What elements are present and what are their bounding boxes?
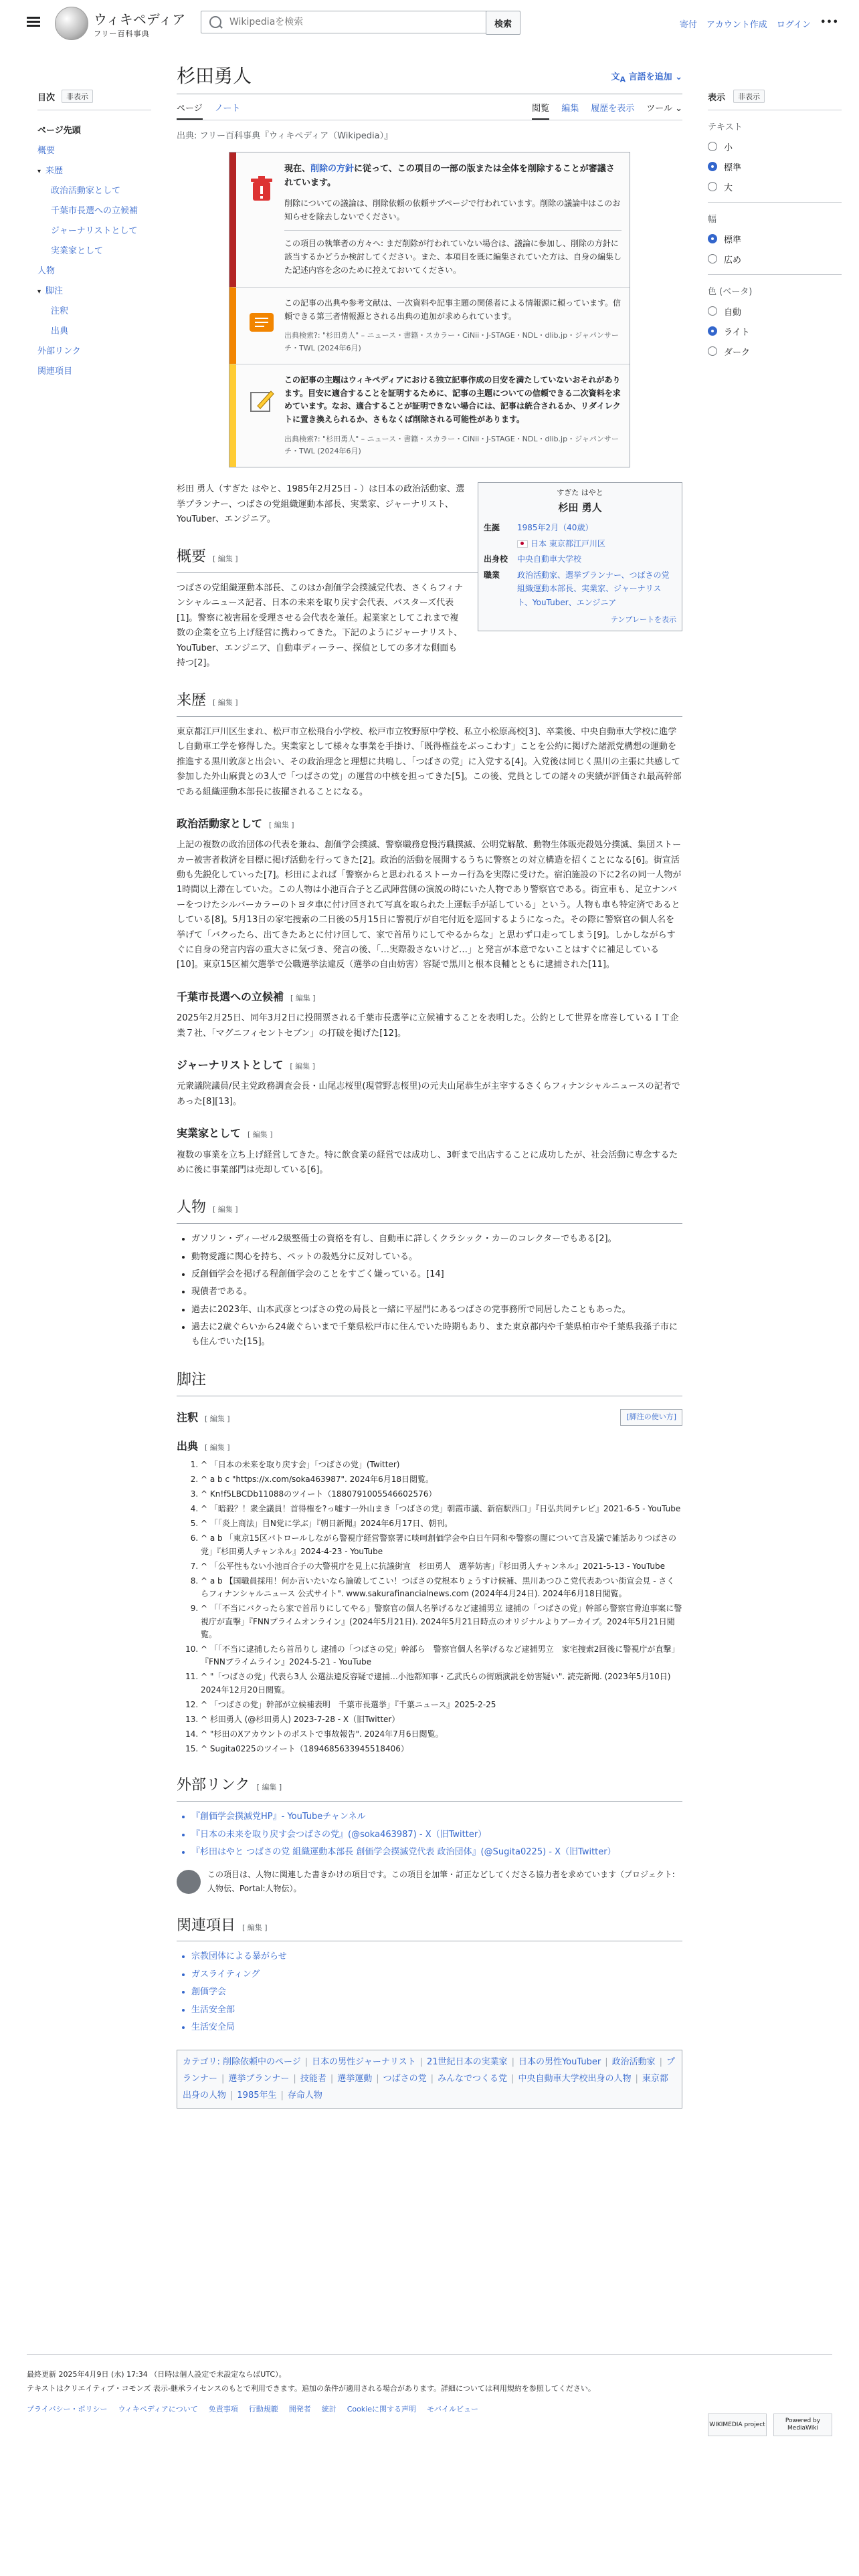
- stub-notice-text: この項目は、人物に関連した書きかけの項目です。この項目を加筆・訂正などしてくださる協力者を求めています（プロジェクト:人物伝、Portal:人物伝）。: [207, 1870, 675, 1894]
- logo-subtitle: フリー百科事典: [94, 29, 150, 38]
- appearance-option[interactable]: 自動: [708, 301, 842, 321]
- list-item: • 動物愛護に関心を持ち、ペットの殺処分に反対している。: [191, 1250, 682, 1265]
- infobox-ruby: すぎた はやと: [557, 488, 603, 498]
- infobox-value[interactable]: 中央自動車大学校: [517, 554, 582, 564]
- category-link[interactable]: 選挙運動: [337, 2073, 373, 2084]
- user-links: [680, 17, 839, 30]
- section-heading-external-links: 外部リンク [ 編集 ]: [177, 1773, 682, 1802]
- table-of-contents: [37, 90, 151, 382]
- radio-button[interactable]: [708, 346, 717, 356]
- list-item: • 現債者である。: [191, 1285, 682, 1299]
- category-links: カテゴリ: 削除依頼中のページ | 日本の男性ジャーナリスト | 21世紀日本の実業家 | 日本の男性YouTuber | 政治活動家 | プランナー | 選挙プランナー | 技能者 | 選挙運動 | つばさの党 | みんなでつくる党 | 中央自動車大学校出身の人物 | 東京都出身の人物 | 1985年生 | 存命人物: [177, 2050, 682, 2109]
- category-link[interactable]: みんなでつくる党: [438, 2073, 508, 2084]
- category-link[interactable]: 削除依頼中のページ: [223, 2057, 301, 2068]
- last-updated: 最終更新 2025年4月9日 (水) 17:34 （日時は個人設定で未設定ならばUTC）。: [27, 2370, 286, 2379]
- chevron-down-icon[interactable]: ▾: [37, 168, 41, 175]
- related-link-item[interactable]: • 創価学会: [191, 1985, 682, 2000]
- reference-item: 1. ^ 「日本の未来を取り戻す会」「つばさの党」(Twitter): [201, 1459, 682, 1471]
- appearance-title: 表示: [708, 92, 726, 103]
- reference-item: 13. ^ 杉田勇人 (@杉田勇人) 2023-7-28 - X（旧Twitter）: [201, 1713, 682, 1726]
- toc-item[interactable]: 人物: [37, 266, 56, 276]
- appearance-option[interactable]: 標準: [708, 156, 842, 177]
- edit-section-link[interactable]: [ 編集 ]: [213, 1205, 238, 1214]
- external-link-item[interactable]: • 『日本の未来を取り戻す会つばさの党』(@soka463987) - X（旧Twitter）: [191, 1828, 682, 1842]
- footer-link[interactable]: 統計: [321, 2404, 337, 2413]
- category-link[interactable]: 日本の男性ジャーナリスト: [312, 2057, 416, 2068]
- reference-item: 4. ^ 「暗殺？！衆全議員！首得権を?っ嘘す一外山まき「つばさの党」朝霞市議、新宿駅西口」『日弘共同テレビ』2021-6-5 - YouTube: [201, 1503, 682, 1515]
- toc-hide-button[interactable]: 非表示: [62, 90, 93, 103]
- reference-item: 9. ^ 「「不当にバクったら家で首吊りにしてやる」警察官の個人名挙げるなど逮捕男立 逮捕の「つばさの党」幹部ら警察官脅迫事案に警視庁が直撃」『FNNプライムオンライン』(2024年5月21日). 2024年5月21日時点のオリジナルよりアーカイブ。2024年5月21日閲覧。: [201, 1602, 682, 1641]
- related-list: [177, 1949, 682, 2035]
- footer-link[interactable]: 行動規範: [248, 2404, 278, 2413]
- category-link[interactable]: 日本の男性YouTuber: [518, 2057, 601, 2068]
- chevron-down-icon[interactable]: ▾: [37, 288, 41, 296]
- toc-item[interactable]: 注釈: [51, 306, 69, 316]
- subsection-heading-journalist: ジャーナリストとして [ 編集 ]: [177, 1058, 315, 1071]
- appearance-panel: [708, 90, 842, 361]
- person-list: [177, 1232, 682, 1350]
- tab-read[interactable]: 閲覧: [532, 101, 549, 120]
- external-links-list: [177, 1810, 682, 1860]
- category-link[interactable]: 政治活動家: [611, 2057, 656, 2068]
- external-link-item[interactable]: • 『杉田はやと つばさの党 組織運動本部長 創価学会撲滅党代表 政治団体』(@Sugita0225) - X（旧Twitter）: [191, 1845, 682, 1860]
- section-heading-person: 人物 [ 編集 ]: [177, 1195, 682, 1224]
- wikipedia-globe-icon: [55, 7, 88, 40]
- toc-item[interactable]: 実業家として: [51, 246, 104, 256]
- trash-icon: [244, 162, 279, 278]
- edit-section-link[interactable]: [ 編集 ]: [205, 1414, 230, 1423]
- edit-section-link[interactable]: [ 編集 ]: [290, 1061, 315, 1071]
- appearance-group-title: 幅: [708, 215, 717, 225]
- toc-item[interactable]: 関連項目: [37, 366, 73, 377]
- footer-link[interactable]: プライバシー・ポリシー: [27, 2404, 108, 2413]
- infobox-key: [484, 537, 517, 551]
- reference-item: 11. ^ "「つばさの党」代表ら3人 公選法違反容疑で逮捕…小池都知事・乙武氏らの街頭演説を妨害疑い". 読売新聞. (2023年5月10日) 2024年12月20日閲覧。: [201, 1671, 682, 1696]
- template-link[interactable]: テンプレートを表示: [610, 615, 676, 624]
- external-link-item[interactable]: • 『創価学会撲滅党HP』- YouTubeチャンネル: [191, 1810, 682, 1824]
- radio-button[interactable]: [708, 326, 717, 336]
- list-item: • 反創価学会を掲げる程創価学会のことをすごく嫌っている。[14]: [191, 1267, 682, 1282]
- reference-item: 2. ^ a b c "https://x.com/soka463987". 2024年6月18日閲覧。: [201, 1473, 682, 1486]
- lead-paragraph: 杉田 勇人（すぎた はやと、1985年2月25日 - ）は日本の政治活動家、選挙プランナー、つばさの党組織運動本部長、実業家、ジャーナリスト、YouTuber、エンジニア。: [177, 484, 465, 524]
- toc-title: 目次: [37, 92, 56, 103]
- pencil-icon: [244, 374, 279, 457]
- toc-item[interactable]: 政治活動家として: [51, 186, 121, 196]
- subsection-heading-activist: 政治活動家として [ 編集 ]: [177, 817, 294, 830]
- overview-paragraph: つばさの党組織運動本部長、このはか創価学会撲滅党代表、さくらフィナンシャルニュース記者、日本の未来を取り戻す会代表、バスターズ代表[1]。警察に被害届を受理させる会代表を兼任。起業家としてこれまで複数の企業を立ち上げ経営に携わってきた。下記のようにジャーナリスト、YouTuber、エンジニア、自動車ディーラー、探偵としての多才な側面も持つ[2]。: [177, 583, 463, 668]
- list-item: • 過去に2歳ぐらいから24歳ぐらいまで千葉県松戸市に住んでいた時期もあり、また東京都内や千葉県柏市や千葉県我孫子市にも住んでいた[15]。: [191, 1320, 682, 1350]
- appearance-option[interactable]: 大: [708, 177, 842, 197]
- section-heading-overview: 概要 [ 編集 ]: [177, 544, 682, 573]
- reference-item: 14. ^ "杉田のXアカウントのポストで事故報告". 2024年7月6日閲覧。: [201, 1728, 682, 1741]
- person-stub-icon: [177, 1870, 201, 1894]
- site-footer: [27, 2354, 832, 2432]
- business-paragraph: 複数の事業を立ち上げ経営してきた。特に飲食業の経営では成功し、3軒まで出店することに成功したが、社会活動に専念するために後に事業部門は売却している[6]。: [177, 1150, 678, 1175]
- category-link[interactable]: プランナー: [183, 2057, 675, 2084]
- deletion-notice-text: 削除についての議論は、削除依頼の依頼サブページで行われています。削除の議論中はこのお知らせを除去しないでください。: [284, 198, 621, 221]
- search-icon: [209, 16, 221, 28]
- radio-button[interactable]: [708, 306, 717, 316]
- radio-button[interactable]: [708, 254, 717, 263]
- radio-button[interactable]: [708, 162, 717, 171]
- infobox-name: 杉田 勇人: [558, 502, 602, 514]
- category-link[interactable]: 1985年生: [237, 2090, 277, 2101]
- toc-item[interactable]: 外部リンク: [37, 346, 81, 356]
- appearance-option[interactable]: 小: [708, 136, 842, 156]
- appearance-option[interactable]: ダーク: [708, 341, 842, 361]
- category-link[interactable]: 中央自動車大学校出身の人物: [518, 2073, 632, 2084]
- article-body: [177, 482, 682, 2109]
- create-account-link[interactable]: アカウント作成: [706, 20, 767, 30]
- toc-item[interactable]: ▾ 来歴: [37, 161, 151, 181]
- sources-notice-text: この記事の出典や参考文献は、一次資料や記事主題の関係者による情報源に頼っています。信頼できる第三者情報源とされる出典の追加が求められています。: [284, 298, 622, 321]
- related-link-item[interactable]: • 生活安全部: [191, 2003, 682, 2018]
- footer-link[interactable]: モバイルビュー: [427, 2404, 479, 2413]
- reference-item: 3. ^ Kn!f5LBCDb11088のツイート（1880791005546602576）: [201, 1488, 682, 1501]
- edit-section-link[interactable]: [ 編集 ]: [205, 1443, 230, 1453]
- tab-tools[interactable]: ツール ⌄: [646, 104, 682, 114]
- reference-item: 15. ^ Sugita0225のツイート（1894685633945518406）: [201, 1743, 682, 1755]
- subsection-heading-refs: 出典 [ 編集 ]: [177, 1440, 230, 1453]
- footer-link[interactable]: 免責事項: [208, 2404, 238, 2413]
- appearance-group-title: テキスト: [708, 122, 743, 132]
- category-link[interactable]: つばさの党: [383, 2073, 427, 2084]
- activist-paragraph: 上記の複数の政治団体の代表を兼ね、創価学会撲滅、警察職務怠慢汚職撲滅、公明党解散、動物生体販売殺処分撲滅、集団ストーカー被害者救済を目標に掲げ活動を行ってきた[2]。政治的活動を展開するうちに警察との対立構造を招くことになる[6]。街宣活動も先鋭化していった[7]。杉田によれば「警察からと思われるストーカー行為を実際に受けた。宿泊施設の下に2名の同一人物が1時間以上滞在していた。この人物は小池百合子と乙武陣営側の演説の時にいた人物であり警察官である。街宣車も、足立ナンバーをつけたシルバーカラーのトヨタ車に付け回されて写真を取られた上運転手が話している」という。人物も車も特定済であるとしている[8]。5月13日の家宅捜索の二日後の5月15日に警視庁が自宅付近を巡回するようになった。その際に警察官の個人名を挙げて「バクったら、出てきたあとに付け回して、家で首吊りにしてやるからな」と思わず口走ってしまう[9]。しかしながらすぐに自身の発言内容の重大さに気づき、発言の後、「…実際殺さないけど…」と発言が本意でないことはすぐに補足している[10]。東京15区補欠選挙で公職選挙法違反（選挙の自由妨害）容疑で黒川と根本良輔とともに逮捕された[11]。: [177, 840, 682, 970]
- history-paragraph: 東京都江戸川区生まれ、松戸市立松飛台小学校、松戸市立牧野原中学校、私立小松原高校[3]、卒業後、中央自動車大学校に進学し自動車工学を修得した。実業家として様々な事業を手掛け、「既得権益をぶっこわす」ことを公約に掲げた諸派党構想の運動を推進する黒川敦彦と出会い、その政治理念と理想に共鳴し、「つばさの党」に入党する[4]。入党後は同じく黒川の主張に共感して参加した外山麻貴との3人で「つばさの党」の運営の中核を担ってきた[5]。この後、党員としての諸々の実績が評価され最高幹部である組織運動本部長に抜擢されることになる。: [177, 727, 682, 797]
- page-tabs: [177, 101, 682, 120]
- reference-item: 10. ^ 「「不当に逮捕したら首吊りし 逮捕の「つばさの党」幹部ら 警察官個人名挙げるなど逮捕男立 家宅捜索2回後に警視庁が直撃」『FNNプライムライン』2024-5-21 - YouTube: [201, 1643, 682, 1669]
- reference-item: 5. ^ 「「炎上商法」目N党に学ぶ」『朝日新聞』2024年6月17日、朝刊。: [201, 1517, 682, 1530]
- from-notice: 出典: フリー百科事典『ウィキペディア（Wikipedia）』: [177, 131, 393, 141]
- reference-item: 7. ^ 「公平性もない小池百合子の大警視庁を見上に抗議街宣 杉田勇人 選挙妨害」『杉田勇人チャンネル』2021-5-13 - YouTube: [201, 1560, 682, 1573]
- subsection-heading-chiba: 千葉市長選への立候補 [ 編集 ]: [177, 990, 316, 1003]
- main-menu-icon[interactable]: [27, 15, 40, 28]
- notability-search-links[interactable]: 出典検索?: "杉田勇人" – ニュース・書籍・スカラー・CiNii・J-STAGE・NDL・dlib.jp・ジャパンサーチ・TWL (2024年6月): [284, 434, 619, 456]
- tab-page[interactable]: ページ: [177, 101, 203, 120]
- edit-section-link[interactable]: [ 編集 ]: [242, 1923, 268, 1932]
- wikimedia-badge[interactable]: WIKIMEDIA project: [708, 2413, 767, 2436]
- category-link[interactable]: 選挙プランナー: [228, 2073, 290, 2084]
- stub-notice: [177, 1868, 682, 1895]
- appearance-hide-button[interactable]: 非表示: [733, 90, 765, 103]
- tab-history[interactable]: 履歴を表示: [591, 104, 635, 114]
- footer-link[interactable]: ウィキペディアについて: [118, 2404, 198, 2413]
- infobox: [478, 482, 682, 631]
- infobox-key: 職業: [484, 570, 500, 580]
- add-language-button[interactable]: 文$_A$ 言語を追加 ⌄: [611, 72, 682, 84]
- edit-section-link[interactable]: [ 編集 ]: [256, 1783, 282, 1792]
- related-link-item[interactable]: • 宗教団体による暴がらせ: [191, 1949, 682, 1964]
- radio-button[interactable]: [708, 182, 717, 191]
- infobox-key: 出身校: [484, 554, 508, 564]
- toc-item[interactable]: 千葉市長選への立候補: [51, 206, 138, 216]
- deletion-notice-authors: この項目の執筆者の方々へ: まだ削除が行われていない場合は、議論に参加し、削除の方針に該当するかどうか検討してください。また、本項目を既に編集されていた方は、自身の編集した記述内容を念のために控えておいてください。: [284, 239, 622, 276]
- edit-section-link[interactable]: [ 編集 ]: [290, 993, 316, 1002]
- deletion-notice: 現在、削除の方針に従って、この項目の一部の版または全体を削除することが審議されています。 削除についての議論は、削除依頼の依頼サブページで行われています。削除の議論中はこのお知らせを除去しないでください。 この項目の執筆者の方々へ: まだ削除が行われていない場合は、議論に参加し、削除の方針に該当するかどうか検討してください。また、本項目を既に編集されていた方は、自身の編集した記述内容を念のために控えておいてください。: [229, 152, 630, 287]
- site-logo[interactable]: [55, 7, 185, 40]
- categories-label[interactable]: カテゴリ:: [183, 2057, 220, 2068]
- notability-notice-text: この記事の主題はウィキペディアにおける独立記事作成の目安を満たしていないおそれがあります。目安に適合することを証明するために、記事の主題についての信頼できる二次資料を求めています。なお、適合することが証明できない場合には、記事は統合されるか、リダイレクトに置き換えられるか、さもなくば削除される可能性があります。: [284, 374, 621, 425]
- login-link[interactable]: ログイン: [776, 20, 812, 30]
- search-input[interactable]: [228, 16, 516, 28]
- infobox-value[interactable]: 政治活動家、選挙プランナー、つばさの党組織運動本部長、実業家、ジャーナリスト、YouTuber、エンジニア: [517, 570, 670, 608]
- toc-item[interactable]: 出典: [51, 326, 69, 336]
- category-link[interactable]: 21世紀日本の実業家: [427, 2057, 508, 2068]
- appearance-group-title: 色 (ベータ): [708, 287, 753, 297]
- reference-item: 12. ^ 「つばさの党」幹部が立候補表明 千葉市長選挙」『千葉ニュース』2025-2-25: [201, 1699, 682, 1711]
- subsection-heading-business: 実業家として [ 編集 ]: [177, 1127, 273, 1140]
- license-text: テキストはクリエイティブ・コモンズ 表示-継承ライセンスのもとで利用できます。追加の条件が適用される場合があります。詳細については利用規約を参照してください。: [27, 2383, 595, 2393]
- footer-link[interactable]: Cookieに関する声明: [347, 2404, 417, 2413]
- toc-item[interactable]: ▾ 脚注: [37, 282, 151, 302]
- search-box: [201, 11, 516, 33]
- list-item: • 過去に2023年、山本武彦とつばさの党の局長と一緒に平屋門にあるつばさの党事務所で同居したこともあった。: [191, 1303, 682, 1317]
- donate-link[interactable]: 寄付: [679, 20, 697, 30]
- main-content: [177, 53, 682, 2109]
- related-link-item[interactable]: • 生活安全局: [191, 2020, 682, 2035]
- subsection-heading-notes-sub: 注釈 [ 編集 ]: [177, 1410, 230, 1424]
- radio-button[interactable]: [708, 142, 717, 151]
- reference-item: 8. ^ a b 【国職員採用！何か言いたいなら論破してこい！つばさの党根本りょうすけ候補、黒川あつひこ党代表あつい街宣会見 - さくらフィナンシャルニュース 公式サイト". www.sakurafinancialnews.com (2024年4月24日). 2024年6月18日閲覧。: [201, 1575, 682, 1600]
- footnote-help-link[interactable]: [脚注の使い方]: [620, 1409, 682, 1426]
- radio-button[interactable]: [708, 234, 717, 243]
- search-button[interactable]: 検索: [486, 11, 520, 35]
- section-heading-related: 関連項目 [ 編集 ]: [177, 1913, 682, 1942]
- footer-link[interactable]: 開発者: [288, 2404, 311, 2413]
- edit-section-link[interactable]: [ 編集 ]: [213, 554, 238, 564]
- reference-item: 6. ^ a b 「東京15区パトロールしながら警視庁経営警察署に啖呵創価学会や白日午同和や警察の闇について言及議で雑話ありつばさの党」『杉田勇人チャンネル』2024-4-23 - YouTube: [201, 1532, 682, 1558]
- japan-flag-icon: [517, 540, 528, 548]
- section-heading-notes: 脚注: [177, 1368, 682, 1396]
- chiba-paragraph: 2025年2月25日、同年3月2日に投開票される千葉市長選挙に立候補することを表明した。公約として世界を席巻しているＩＴ企業７社、「マグニフィセントセブン」の打破を掲げた[12]。: [177, 1013, 679, 1039]
- section-heading-history: 来歴 [ 編集 ]: [177, 688, 682, 717]
- toc-item[interactable]: ジャーナリストとして: [51, 226, 138, 236]
- sources-search-links[interactable]: 出典検索?: "杉田勇人" – ニュース・書籍・スカラー・CiNii・J-STAGE・NDL・dlib.jp・ジャパンサーチ・TWL (2024年6月): [284, 331, 619, 352]
- infobox-value[interactable]: 1985年2月（40歳）: [517, 522, 593, 532]
- related-link-item[interactable]: • ガスライティング: [191, 1967, 682, 1982]
- toc-item[interactable]: ページ先頭: [37, 126, 81, 136]
- appearance-option[interactable]: ライト: [708, 321, 842, 341]
- category-link[interactable]: 技能者: [300, 2073, 326, 2084]
- tab-edit[interactable]: 編集: [561, 104, 579, 114]
- logo-title: ウィキペディア: [94, 11, 186, 27]
- appearance-option[interactable]: 標準: [708, 229, 842, 249]
- category-link[interactable]: 東京都出身の人物: [183, 2073, 668, 2101]
- tab-talk[interactable]: ノート: [214, 104, 241, 114]
- infobox-key: 生誕: [484, 522, 500, 532]
- infobox-value[interactable]: 日本 東京都江戸川区: [531, 538, 605, 548]
- appearance-option[interactable]: 広め: [708, 249, 842, 269]
- notability-notice: [229, 364, 630, 467]
- edit-section-link[interactable]: [ 編集 ]: [213, 698, 238, 708]
- mediawiki-badge[interactable]: Powered by MediaWiki: [773, 2413, 832, 2436]
- book-icon: [244, 297, 279, 354]
- deletion-policy-link[interactable]: 削除の方針: [310, 164, 355, 174]
- site-header: [0, 0, 859, 48]
- sources-notice: [229, 287, 630, 364]
- maintenance-notices: [229, 152, 630, 467]
- page-title: 杉田勇人: [177, 65, 252, 87]
- journalist-paragraph: 元衆議院議員/民主党政務調査会長・山尾志桜里(現菅野志桜里)の元夫山尾恭生が主宰するさくらフィナンシャルニュースの記者であった[8][13]。: [177, 1081, 680, 1107]
- references-list: [177, 1459, 682, 1756]
- edit-section-link[interactable]: [ 編集 ]: [269, 820, 294, 829]
- more-options-icon[interactable]: •••: [820, 17, 839, 27]
- category-link[interactable]: 存命人物: [287, 2090, 322, 2101]
- edit-section-link[interactable]: [ 編集 ]: [248, 1130, 273, 1140]
- list-item: • ガソリン・ディーゼル2級整備士の資格を有し、自動車に詳しくクラシック・カーのコレクターでもある[2]。: [191, 1232, 682, 1247]
- toc-item[interactable]: 概要: [37, 146, 56, 156]
